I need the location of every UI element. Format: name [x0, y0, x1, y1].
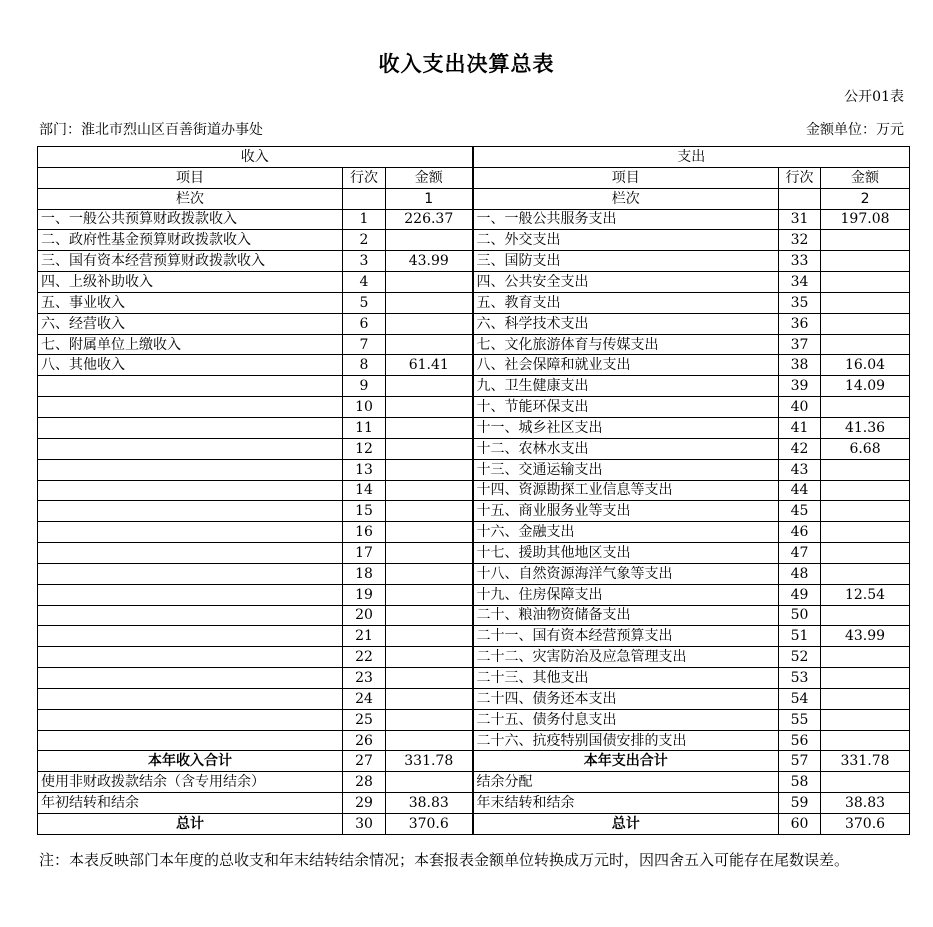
table-row — [38, 584, 910, 605]
income-amount — [386, 230, 473, 251]
expense-line-no: 34 — [779, 272, 821, 293]
expense-item: 四、公共安全支出 — [473, 272, 779, 293]
income-line-no: 27 — [343, 751, 386, 772]
expense-item: 二十六、抗疫特别国债安排的支出 — [473, 730, 779, 751]
income-item: 七、附属单位上缴收入 — [38, 334, 343, 355]
income-line-no: 17 — [343, 543, 386, 564]
expense-item: 十三、交通运输支出 — [473, 459, 779, 480]
income-line-no: 15 — [343, 501, 386, 522]
expense-line-no: 41 — [779, 417, 821, 438]
income-item — [38, 480, 343, 501]
expense-line-no: 39 — [779, 376, 821, 397]
income-amount — [386, 501, 473, 522]
table-row — [38, 668, 910, 689]
amount-unit-label: 金额单位：万元 — [806, 122, 904, 138]
expense-amount — [821, 292, 910, 313]
expense-item: 一、一般公共服务支出 — [473, 209, 779, 230]
income-amount — [386, 376, 473, 397]
table-row — [38, 355, 910, 376]
income-line-no: 8 — [343, 355, 386, 376]
table-row — [38, 313, 910, 334]
income-amount — [386, 668, 473, 689]
expense-section-header: 支出 — [473, 147, 910, 168]
income-item-header: 项目 — [38, 167, 343, 188]
income-line-no: 16 — [343, 522, 386, 543]
expense-amount — [821, 272, 910, 293]
income-item: 使用非财政拨款结余（含专用结余） — [38, 772, 343, 793]
expense-line-no: 54 — [779, 688, 821, 709]
income-section-header: 收入 — [38, 147, 473, 168]
income-line-no: 2 — [343, 230, 386, 251]
income-line-no: 22 — [343, 647, 386, 668]
summary-row — [38, 793, 910, 814]
income-item — [38, 543, 343, 564]
department-label: 部门：淮北市烈山区百善街道办事处 — [39, 122, 263, 138]
expense-amount — [821, 730, 910, 751]
income-amount — [386, 459, 473, 480]
expense-line-no: 50 — [779, 605, 821, 626]
table-row — [38, 480, 910, 501]
table-row — [38, 688, 910, 709]
expense-item: 五、教育支出 — [473, 292, 779, 313]
income-item — [38, 668, 343, 689]
income-line-no-index — [343, 188, 386, 209]
expense-line-no: 49 — [779, 584, 821, 605]
income-amount — [386, 397, 473, 418]
expense-item: 十九、住房保障支出 — [473, 584, 779, 605]
expense-line-no: 36 — [779, 313, 821, 334]
expense-line-no: 59 — [779, 793, 821, 814]
footnote: 注：本表反映部门本年度的总收支和年末结转结余情况；本套报表金额单位转换成万元时，因四舍五入可能存在尾数误差。 — [39, 851, 850, 869]
expense-amount — [821, 647, 910, 668]
expense-item: 六、科学技术支出 — [473, 313, 779, 334]
expense-item: 十五、商业服务业等支出 — [473, 501, 779, 522]
expense-amount — [821, 230, 910, 251]
expense-line-no: 43 — [779, 459, 821, 480]
income-line-no: 18 — [343, 563, 386, 584]
expense-amount: 6.68 — [821, 438, 910, 459]
income-column-label: 栏次 — [38, 188, 343, 209]
expense-column-label: 栏次 — [473, 188, 779, 209]
income-amount: 38.83 — [386, 793, 473, 814]
income-item: 三、国有资本经营预算财政拨款收入 — [38, 251, 343, 272]
expense-item: 三、国防支出 — [473, 251, 779, 272]
income-amount: 331.78 — [386, 751, 473, 772]
income-amount — [386, 772, 473, 793]
income-line-no: 28 — [343, 772, 386, 793]
expense-column-number: 2 — [821, 188, 910, 209]
summary-row — [38, 751, 910, 772]
income-line-no: 30 — [343, 814, 386, 835]
expense-line-no: 42 — [779, 438, 821, 459]
expense-item: 九、卫生健康支出 — [473, 376, 779, 397]
expense-amount — [821, 397, 910, 418]
table-row — [38, 709, 910, 730]
expense-line-no: 58 — [779, 772, 821, 793]
expense-line-no: 55 — [779, 709, 821, 730]
income-amount — [386, 584, 473, 605]
income-line-no: 14 — [343, 480, 386, 501]
income-amount — [386, 563, 473, 584]
expense-item: 二十三、其他支出 — [473, 668, 779, 689]
income-amount-header: 金额 — [386, 167, 473, 188]
expense-amount: 38.83 — [821, 793, 910, 814]
table-row — [38, 272, 910, 293]
income-amount — [386, 522, 473, 543]
expense-line-no: 37 — [779, 334, 821, 355]
expense-amount: 197.08 — [821, 209, 910, 230]
income-item — [38, 605, 343, 626]
income-amount: 370.6 — [386, 814, 473, 835]
income-line-no: 24 — [343, 688, 386, 709]
income-item — [38, 459, 343, 480]
table-row — [38, 543, 910, 564]
income-line-no: 26 — [343, 730, 386, 751]
table-row — [38, 376, 910, 397]
income-amount — [386, 626, 473, 647]
income-item — [38, 626, 343, 647]
income-line-no: 10 — [343, 397, 386, 418]
expense-amount — [821, 563, 910, 584]
expense-amount: 16.04 — [821, 355, 910, 376]
income-item — [38, 438, 343, 459]
expense-item: 十八、自然资源海洋气象等支出 — [473, 563, 779, 584]
table-row — [38, 292, 910, 313]
table-row — [38, 626, 910, 647]
expense-item: 十四、资源勘探工业信息等支出 — [473, 480, 779, 501]
expense-amount — [821, 480, 910, 501]
income-item — [38, 417, 343, 438]
table-row — [38, 438, 910, 459]
income-line-no: 29 — [343, 793, 386, 814]
expense-amount-header: 金额 — [821, 167, 910, 188]
expense-amount — [821, 459, 910, 480]
income-amount — [386, 272, 473, 293]
table-row — [38, 397, 910, 418]
income-amount — [386, 417, 473, 438]
income-line-no: 12 — [343, 438, 386, 459]
expense-item: 十六、金融支出 — [473, 522, 779, 543]
expense-item: 二十五、债务付息支出 — [473, 709, 779, 730]
expense-item: 结余分配 — [473, 772, 779, 793]
expense-line-no: 57 — [779, 751, 821, 772]
income-item: 六、经营收入 — [38, 313, 343, 334]
expense-line-no-index — [779, 188, 821, 209]
expense-amount — [821, 334, 910, 355]
expense-item: 二十、粮油物资储备支出 — [473, 605, 779, 626]
table-row — [38, 334, 910, 355]
expense-item: 七、文化旅游体育与传媒支出 — [473, 334, 779, 355]
column-header-row — [38, 167, 910, 188]
income-line-no: 25 — [343, 709, 386, 730]
expense-line-no: 40 — [779, 397, 821, 418]
expense-item: 年末结转和结余 — [473, 793, 779, 814]
expense-item: 十一、城乡社区支出 — [473, 417, 779, 438]
income-line-no: 4 — [343, 272, 386, 293]
expense-amount: 370.6 — [821, 814, 910, 835]
expense-line-no: 44 — [779, 480, 821, 501]
expense-item: 八、社会保障和就业支出 — [473, 355, 779, 376]
income-item — [38, 563, 343, 584]
expense-amount — [821, 709, 910, 730]
table-row — [38, 230, 910, 251]
table-row — [38, 647, 910, 668]
expense-line-no: 48 — [779, 563, 821, 584]
income-line-no: 23 — [343, 668, 386, 689]
income-amount — [386, 334, 473, 355]
expense-amount — [821, 772, 910, 793]
expense-amount — [821, 522, 910, 543]
income-amount — [386, 292, 473, 313]
expense-amount: 43.99 — [821, 626, 910, 647]
expense-line-no: 38 — [779, 355, 821, 376]
income-item: 总计 — [38, 814, 343, 835]
expense-amount — [821, 501, 910, 522]
page-title: 收入支出决算总表 — [378, 52, 555, 76]
expense-item: 二十四、债务还本支出 — [473, 688, 779, 709]
income-line-no: 3 — [343, 251, 386, 272]
expense-line-no: 47 — [779, 543, 821, 564]
income-item — [38, 522, 343, 543]
table-row — [38, 501, 910, 522]
form-number: 公开01表 — [844, 89, 904, 105]
income-line-no: 20 — [343, 605, 386, 626]
expense-line-no: 53 — [779, 668, 821, 689]
expense-amount — [821, 605, 910, 626]
income-item — [38, 688, 343, 709]
section-header-row — [38, 147, 910, 168]
summary-row — [38, 772, 910, 793]
expense-line-no-header: 行次 — [779, 167, 821, 188]
income-item — [38, 709, 343, 730]
income-line-no: 19 — [343, 584, 386, 605]
income-line-no: 1 — [343, 209, 386, 230]
income-line-no: 9 — [343, 376, 386, 397]
expense-amount — [821, 313, 910, 334]
expense-line-no: 60 — [779, 814, 821, 835]
expense-amount: 12.54 — [821, 584, 910, 605]
income-item — [38, 647, 343, 668]
expense-amount — [821, 668, 910, 689]
expense-item: 总计 — [473, 814, 779, 835]
expense-item: 十、节能环保支出 — [473, 397, 779, 418]
income-item: 一、一般公共预算财政拨款收入 — [38, 209, 343, 230]
expense-item: 二十二、灾害防治及应急管理支出 — [473, 647, 779, 668]
income-item: 四、上级补助收入 — [38, 272, 343, 293]
income-line-no: 7 — [343, 334, 386, 355]
expense-line-no: 46 — [779, 522, 821, 543]
income-amount — [386, 480, 473, 501]
table-row — [38, 522, 910, 543]
income-line-no: 6 — [343, 313, 386, 334]
expense-amount — [821, 251, 910, 272]
expense-amount — [821, 543, 910, 564]
income-item: 八、其他收入 — [38, 355, 343, 376]
income-item — [38, 730, 343, 751]
table-row — [38, 563, 910, 584]
table-row — [38, 209, 910, 230]
expense-line-no: 56 — [779, 730, 821, 751]
income-amount — [386, 438, 473, 459]
expense-item: 十二、农林水支出 — [473, 438, 779, 459]
income-amount — [386, 313, 473, 334]
column-index-row — [38, 188, 910, 209]
income-item — [38, 397, 343, 418]
expense-amount — [821, 688, 910, 709]
income-item: 本年收入合计 — [38, 751, 343, 772]
income-item — [38, 501, 343, 522]
table-row — [38, 730, 910, 751]
expense-amount: 331.78 — [821, 751, 910, 772]
income-amount — [386, 709, 473, 730]
expense-item: 二、外交支出 — [473, 230, 779, 251]
table-row — [38, 605, 910, 626]
income-amount — [386, 605, 473, 626]
income-amount — [386, 647, 473, 668]
expense-line-no: 52 — [779, 647, 821, 668]
income-line-no: 13 — [343, 459, 386, 480]
income-amount — [386, 688, 473, 709]
expense-line-no: 35 — [779, 292, 821, 313]
income-column-number: 1 — [386, 188, 473, 209]
income-amount — [386, 543, 473, 564]
expense-line-no: 33 — [779, 251, 821, 272]
expense-line-no: 32 — [779, 230, 821, 251]
income-item — [38, 376, 343, 397]
expense-item: 十七、援助其他地区支出 — [473, 543, 779, 564]
table-row — [38, 251, 910, 272]
expense-line-no: 31 — [779, 209, 821, 230]
expense-amount: 14.09 — [821, 376, 910, 397]
income-item: 五、事业收入 — [38, 292, 343, 313]
expense-item-header: 项目 — [473, 167, 779, 188]
summary-row — [38, 814, 910, 835]
income-amount: 226.37 — [386, 209, 473, 230]
expense-line-no: 45 — [779, 501, 821, 522]
income-amount: 43.99 — [386, 251, 473, 272]
expense-line-no: 51 — [779, 626, 821, 647]
income-line-no: 5 — [343, 292, 386, 313]
income-line-no: 21 — [343, 626, 386, 647]
income-amount: 61.41 — [386, 355, 473, 376]
income-item: 二、政府性基金预算财政拨款收入 — [38, 230, 343, 251]
expense-item: 二十一、国有资本经营预算支出 — [473, 626, 779, 647]
income-expense-table — [37, 146, 910, 835]
income-item — [38, 584, 343, 605]
table-row — [38, 459, 910, 480]
income-amount — [386, 730, 473, 751]
income-item: 年初结转和结余 — [38, 793, 343, 814]
income-line-no: 11 — [343, 417, 386, 438]
table-row — [38, 417, 910, 438]
income-line-no-header: 行次 — [343, 167, 386, 188]
expense-amount: 41.36 — [821, 417, 910, 438]
expense-item: 本年支出合计 — [473, 751, 779, 772]
